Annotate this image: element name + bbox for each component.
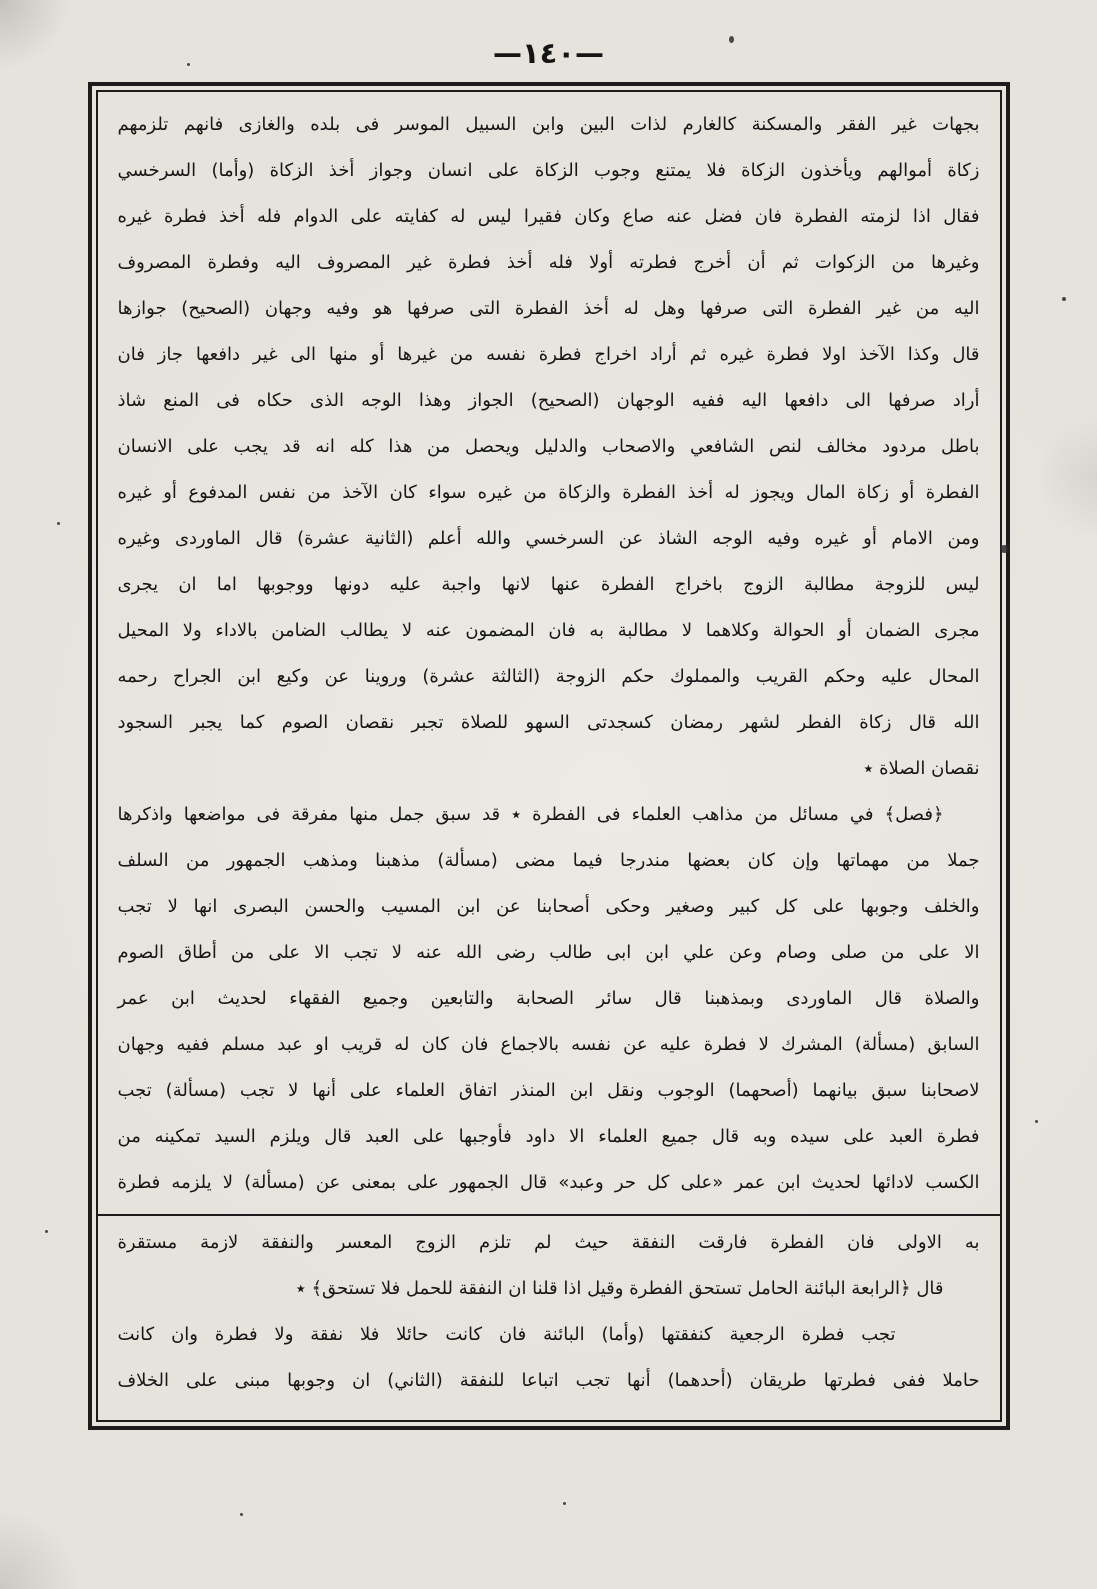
text-line: نقصان الصلاة ٭ bbox=[863, 758, 980, 779]
text-line: والخلف وجوبها على كل كبير وصغير وحكى أصحابنا عن ابن المسيب والحسن البصرى انها لا تجب bbox=[117, 896, 980, 917]
text-line: بجهات غير الفقر والمسكنة كالغارم لذات البين وابن السبيل الموسر فى بلده والغازى فانهم تلزمهم bbox=[117, 114, 980, 135]
text-line: باطل مردود مخالف لنص الشافعي والاصحاب والدليل ويحصل من هذا كله انه قد يجب على الانسان bbox=[117, 436, 980, 457]
page-border-frame bbox=[88, 82, 1010, 1430]
scan-speck bbox=[45, 1230, 48, 1233]
text-line: قال وكذا الآخذ اولا فطرة غيره ثم أراد اخراج فطرة نفسه من غيرها أو منها الى غير دافعها جاز فان bbox=[117, 344, 980, 365]
text-line: وغيرها من الزكوات ثم أن أخرج فطرته أولا فله أخذ فطرة غير المصروف اليه وفطرة المصروف bbox=[117, 252, 980, 273]
text-line: لاصحابنا سبق بيانهما (أصحهما) الوجوب ونقل ابن المنذر اتفاق العلماء على أنها لا تجب (مسألة) تجب bbox=[117, 1080, 980, 1101]
main-text-column bbox=[118, 102, 980, 1206]
footnote-text-block bbox=[118, 1220, 980, 1404]
footnote-divider-rule bbox=[98, 1214, 1000, 1216]
footnote-line: تجب فطرة الرجعية كنفقتها (وأما) البائنة فان كانت حائلا فلا نفقة ولا فطرة وان كانت bbox=[117, 1324, 896, 1345]
text-line: الفطرة أو زكاة المال ويجوز له أخذ الفطرة والزكاة من غيره سواء كان الآخذ من نفس المدفوع أو غيره bbox=[117, 482, 980, 503]
text-line: اليه من غير الفطرة التى صرفها وهل له أخذ الفطرة التى صرفها هو وفيه وجهان (الصحيح) جوازها bbox=[117, 298, 980, 319]
text-line: فطرة العبد على سيده وبه قال جميع العلماء الا داود فأوجبها على العبد قال ويلزم السيد تمكينه من bbox=[117, 1126, 980, 1147]
text-line: جملا من مهماتها وإن كان بعضها مندرجا فيما مضى (مسألة) مذهبنا ومذهب الجمهور من السلف bbox=[117, 850, 980, 871]
footnote-matn-line: قال ﴿الرابعة البائنة الحامل تستحق الفطرة وقيل اذا قلنا ان النفقة للحمل فلا تستحق﴾ ٭ bbox=[295, 1278, 944, 1299]
footnote-line: به الاولى فان الفطرة فارقت النفقة حيث لم تلزم الزوج المعسر والنفقة لازمة مستقرة bbox=[117, 1232, 980, 1253]
page-border-inner-rule bbox=[96, 90, 1002, 1422]
scan-speck bbox=[729, 36, 734, 43]
text-line: المحال عليه وحكم القريب والمملوك حكم الزوجة (الثالثة عشرة) وروينا عن وكيع ابن الجراح رحمه bbox=[117, 666, 980, 687]
text-line: والصلاة قال الماوردى وبمذهبنا قال سائر الصحابة والتابعين وجميع الفقهاء لحديث ابن عمر bbox=[117, 988, 980, 1009]
text-line: ليس للزوجة مطالبة الزوج باخراج الفطرة عنها لانها واجبة عليه دونها ووجوبها اما ان يجرى bbox=[117, 574, 980, 595]
text-line: زكاة أموالهم ويأخذون الزكاة فلا يمتنع وجوب الزكاة على انسان وجواز أخذ الزكاة (وأما) السرخسي bbox=[117, 160, 980, 181]
text-line: فقال اذا لزمته الفطرة فان فضل عنه صاع وكان فقيرا ليس له كفايته على الدوام فله أخذ فطرة غيره bbox=[117, 206, 980, 227]
text-line: الا على من صلى وصام وعن علي ابن ابى طالب رضى الله عنه لا تجب الا على من أطاق الصوم bbox=[117, 942, 980, 963]
text-line: أراد صرفها الى دافعها اليه ففيه الوجهان (الصحيح) الجواز وهذا الوجه الذى حكاه فى المنع شاذ bbox=[117, 390, 980, 411]
text-line: الله قال زكاة الفطر لشهر رمضان كسجدتى السهو للصلاة تجبر نقصان الصوم كما يجبر السجود bbox=[117, 712, 980, 733]
footnote-line: حاملا ففى فطرتها طريقان (أحدهما) أنها تجب اتباعا للنفقة (الثاني) ان وجوبها مبنى على الخلاف bbox=[117, 1370, 980, 1391]
text-line: السابق (مسألة) المشرك لا فطرة عليه عن نفسه بالاجماع فان كان له قريب او عبد مسلم ففيه وجهان bbox=[117, 1034, 980, 1055]
scan-speck bbox=[240, 1513, 243, 1516]
scan-speck bbox=[563, 1502, 566, 1505]
text-line: مجرى الضمان أو الحوالة وكلاهما لا مطالبة به فان المضمون عنه لا يطالب الضامن بالاداء ولا المحيل bbox=[117, 620, 980, 641]
scan-speck bbox=[57, 522, 60, 525]
scan-speck bbox=[1062, 297, 1066, 301]
scan-speck bbox=[1035, 1120, 1038, 1123]
text-line: ومن الامام أو غيره وفيه الوجه الشاذ عن السرخسي والله أعلم (الثانية عشرة) قال الماوردى وغيره bbox=[117, 528, 980, 549]
scan-speck bbox=[187, 63, 190, 66]
scan-speck bbox=[1000, 545, 1009, 553]
text-line: الكسب لادائها لحديث ابن عمر «على كل حر وعبد» قال الجمهور على بمعنى عن (مسألة) لا يلزمه فطرة bbox=[117, 1172, 980, 1193]
section-heading-line: ﴿فصل﴾ في مسائل من مذاهب العلماء فى الفطرة ٭ قد سبق جمل منها مفرقة فى مواضعها واذكرها bbox=[117, 804, 944, 825]
page-number: —١٤٠— bbox=[492, 36, 605, 70]
